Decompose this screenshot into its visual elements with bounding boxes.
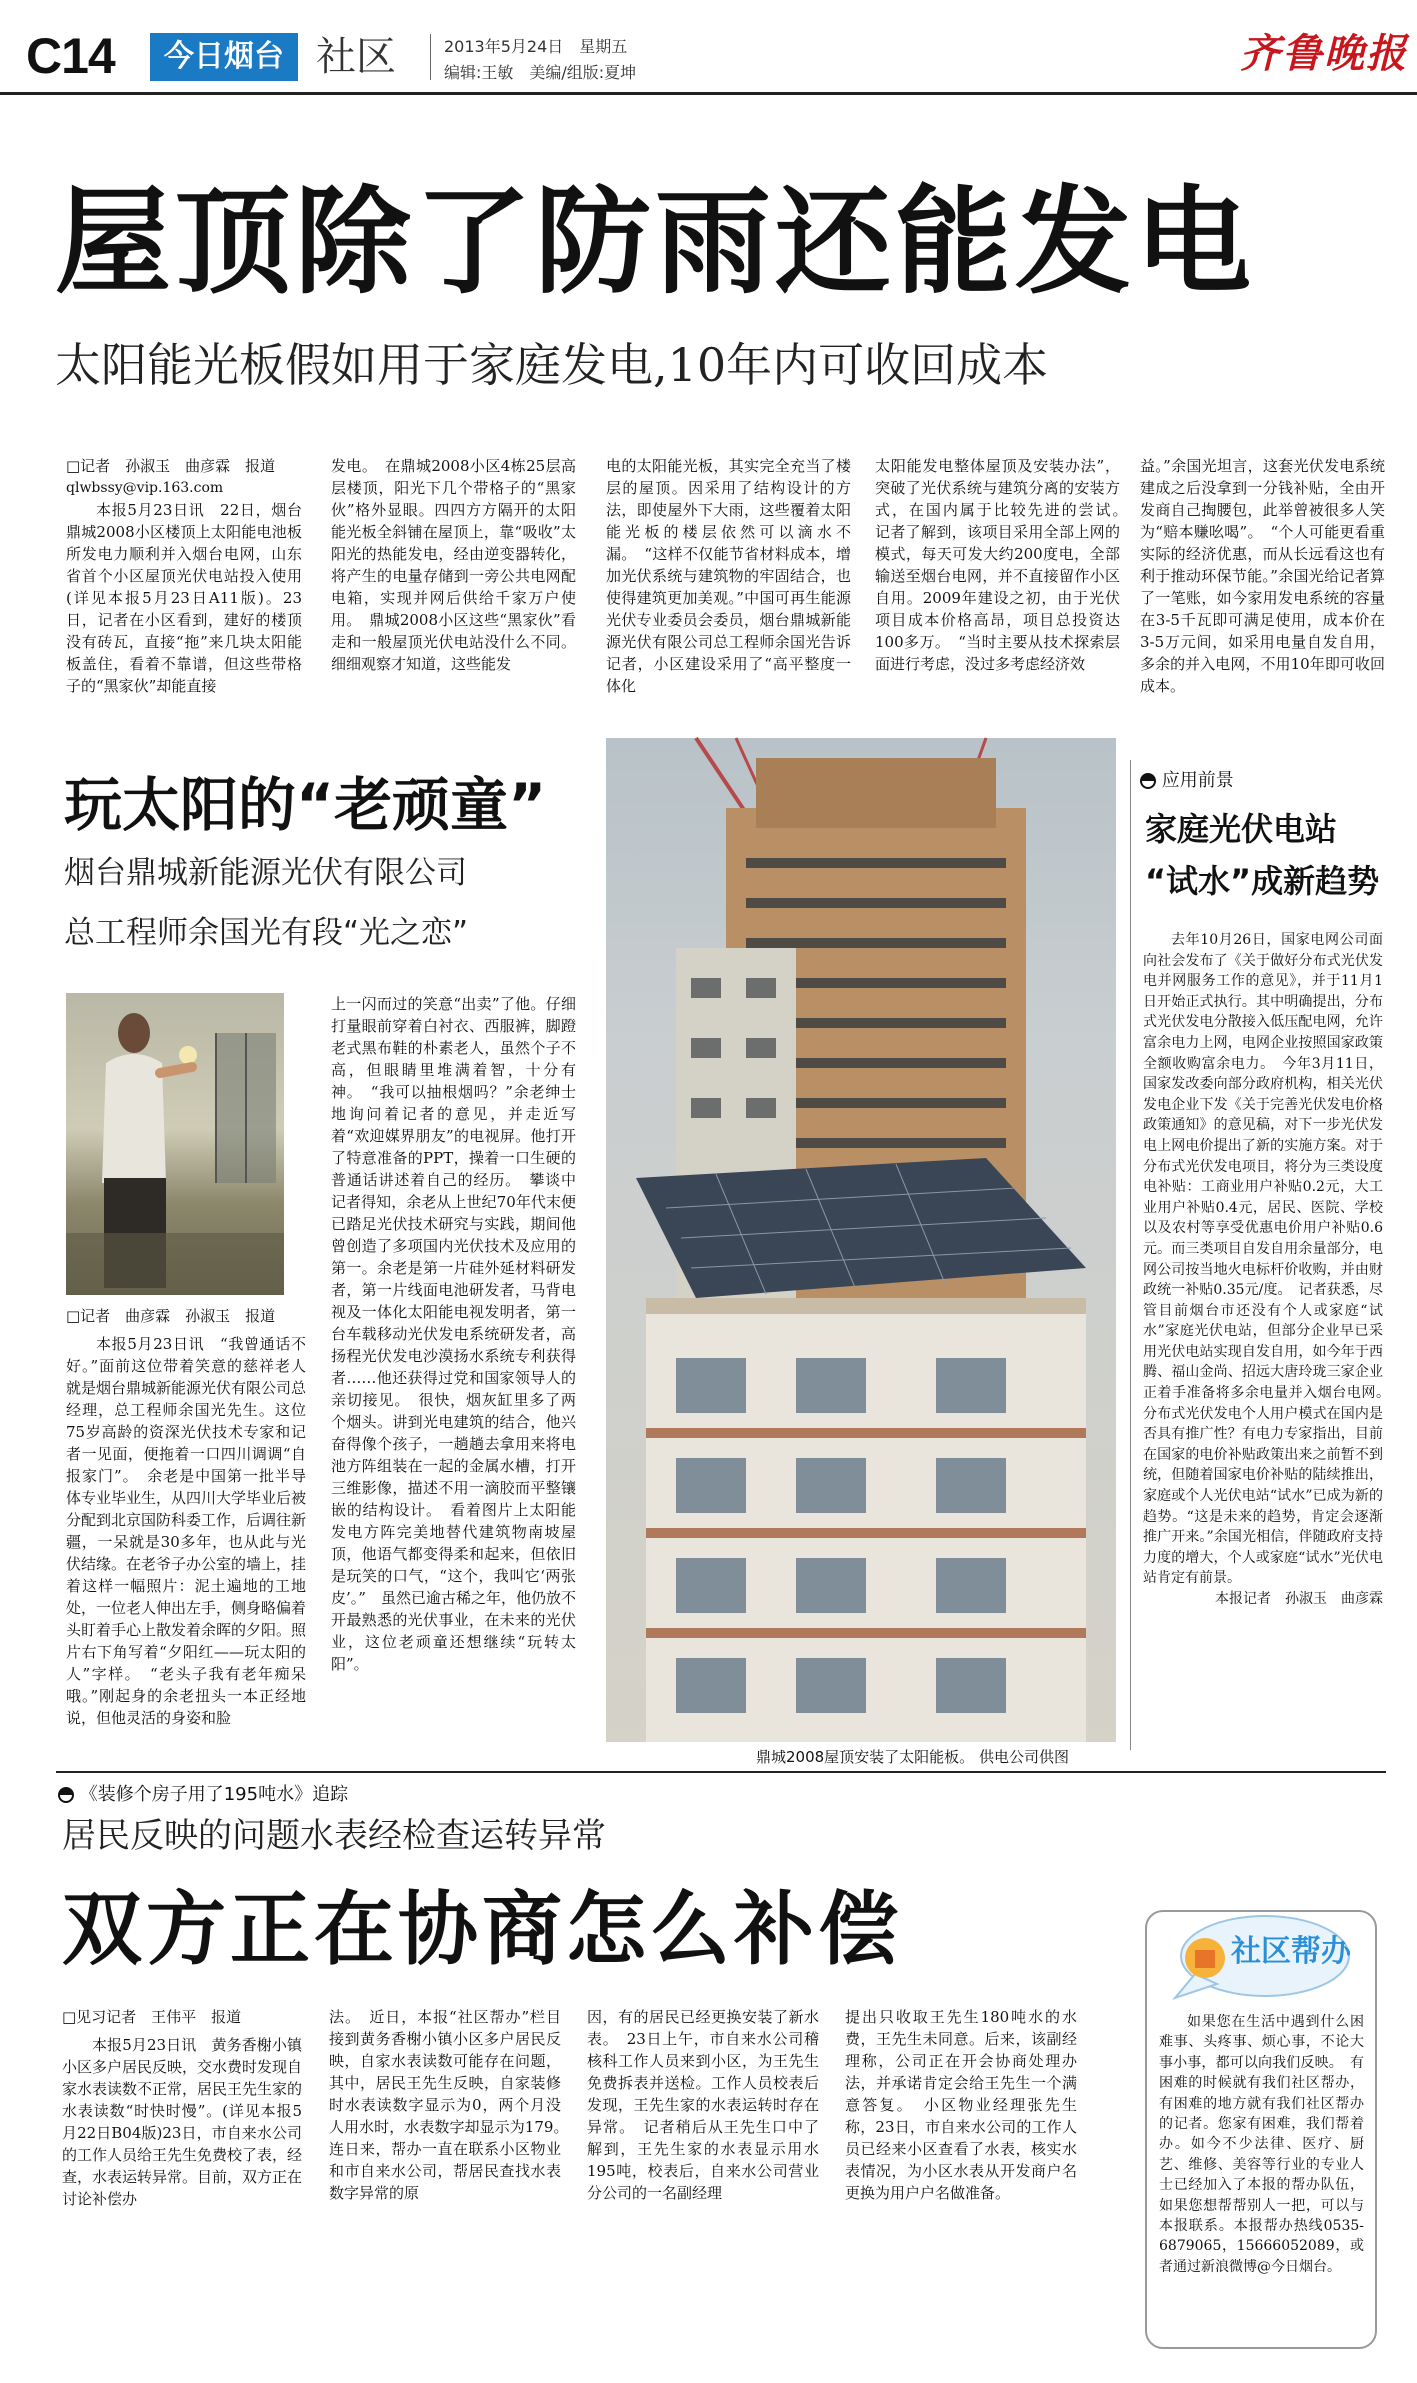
sidebar-body [1143, 930, 1397, 1742]
lead-text-4: 太阳能发电整体屋顶及安装办法”，突破了光伏系统与建筑分离的安装方式，在国内属于比较先进的尝试。 记者了解到，该项目采用全部上网的模式，每天可发大约200度电，全部输送至烟台电网，并不直接留作小区自用。2009年建设之初，由于光伏项目成本价格高昂，项目总投资达100多万。 “当时主要从技术探索层面进行考虑，没过多考虑经济效 [875, 457, 1136, 673]
follow-text-4: 提出只收取王先生180吨水的水费，王先生未同意。后来，该副经理称，公司正在开会协商处理办法，并承诺肯定会给王先生一个满意答复。 小区物业经理张先生称，23日，市自来水公司的工作人员已经来小区查看了水表，核实水表情况，为小区水表从开发商户名更换为用户户名做准备。 [845, 2008, 1077, 2202]
help-box [1145, 1910, 1377, 2349]
lead-email: qlwbssy@vip.163.com [66, 480, 224, 496]
feature-headline: 玩太阳的“老顽童” [64, 771, 547, 839]
sidebar-sign: 本报记者 孙淑玉 曲彦霖 [1215, 1591, 1383, 1607]
paper-logo: 齐鲁晚报 [1240, 30, 1408, 77]
feature-col-2 [331, 993, 576, 1765]
lead-byline: □记者 孙淑玉 曲彦霖 报道 [66, 457, 276, 475]
half-circle-icon [58, 1787, 74, 1803]
follow-kicker [58, 1780, 348, 1806]
lead-subhead: 太阳能光板假如用于家庭发电,10年内可收回成本 [55, 338, 1049, 392]
follow-kicker-text: 《装修个房子用了195吨水》追踪 [79, 1784, 349, 1805]
date-line: 2013年5月24日 星期五 [444, 37, 628, 56]
section-tab: 今日烟台 [150, 33, 298, 81]
section-rule [56, 1771, 1386, 1773]
follow-col-2 [329, 2006, 577, 2336]
sidebar-text: 去年10月26日，国家电网公司面向社会发布了《关于做好分布式光伏发电并网服务工作的意见》，并于11月1日开始正式执行。其中明确提出，分布式光伏发电分散接入低压配电网，允许富余电力上网，电网企业按照国家政策全额收购富余电力。 今年3月11日，国家发改委向部分政府机构，相关光伏发电企业下发《关于完善光伏发电价格政策通知》的意见稿，对下一步光伏发电上网电价提出了新的实施方案。对于分布式光伏发电项目，将分为三类设度电补贴：工商业用户补贴0.2元，大工业用户补贴0.4元，居民、医院、学校以及农村等享受优惠电价用户补贴0.6元。而三类项目自发自用余量部分，电网公司按当地火电标杆价收购，并由财政统一补贴0.35元/度。 记者获悉，尽管目前烟台市还没有个人或家庭“试水”家庭光伏电站，但部分企业早已采用光伏电站实现自发自用，如今年于西腾、福山金尚、招远大唐玲珑三家企业正着手准备将多余电量并入烟台电网。 分布式光伏发电个人用户模式在国内是否具有推广性？有电力专家指出，目前在国家的电价补贴政策出来之前暂不到统，但随着国家电价补贴的陆续推出，家庭或个人光伏电站“试水”已成为新的趋势。“这是未来的趋势，肯定会逐渐推广开来。”余国光相信，伴随政府支持力度的增大，个人或家庭“试水”光伏电站肯定有前景。 [1143, 932, 1397, 1587]
photo-caption: 鼎城2008屋顶安装了太阳能板。 供电公司供图 [756, 1748, 1069, 1766]
lead-col-1 [66, 455, 302, 720]
sidebar-divider [1130, 760, 1131, 1750]
half-circle-icon [1140, 773, 1156, 789]
help-text: 如果您在生活中遇到什么困难事、头疼事、烦心事，不论大事小事，都可以向我们反映。 有困难的时候就有我们社区帮办，有困难的地方就有我们社区帮办的记者。您家有困难，我们帮着办。如今不少法律、医疗、厨艺、维修、美容等行业的专业人士已经加入了本报的帮办队伍，如果您想帮帮别人一把，可以与本报联系。本报帮办热线0535-6879065，15666052089，或者通过新浪微博@今日烟台。 [1159, 2014, 1364, 2275]
sidebar-title-1: 家庭光伏电站 [1145, 810, 1338, 848]
lead-col-4 [875, 455, 1136, 720]
lead-text-3: 电的太阳能光板，其实完全充当了楼层的屋顶。因采用了结构设计的方法，即使屋外下大雨，这些覆着太阳能光板的楼层依然可以滴水不漏。 “这样不仅能节省材料成本，增加光伏系统与建筑物的牢固结合，也使得建筑更加美观。”中国可再生能源光伏专业委员会委员，烟台鼎城新能源光伏有限公司总工程师余国光告诉记者，小区建设采用了“高平整度一体化 [606, 457, 851, 695]
lead-col-2 [331, 455, 576, 720]
page-header [0, 0, 1417, 92]
editor-line: 编辑:王敏 美编/组版:夏坤 [444, 63, 637, 82]
lead-col-5 [1140, 455, 1385, 720]
feature-text-2: 上一闪而过的笑意“出卖”了他。仔细打量眼前穿着白衬衣、西服裤，脚蹬老式黑布鞋的朴素老人，虽然个子不高，但眼睛里堆满着智，十分有神。 “我可以抽根烟吗？”余老绅士地询问着记者的意见，并走近写着“欢迎媒界朋友”的电视屏。他打开了特意准备的PPT，操着一口生硬的普通话讲述着自己的经历。 攀谈中记者得知，余老从上世纪70年代末便已踏足光伏技术研究与实践，期间他曾创造了多项国内光伏技术及应用的第一。余老是第一片硅外延材料研发者，第一片线面电池研发者，马背电视及一体化太阳能电视发明者，第一台车载移动光伏发电系统研发者，高扬程光伏发电沙漠扬水系统专利获得者……他还获得过党和国家领导人的亲切接见。 很快，烟灰缸里多了两个烟头。讲到光电建筑的结合，他兴奋得像个孩子，一趟趟去拿用来将电池方阵组装在一起的金属水槽，打开三维影像，描述不用一滴胶而平整镶嵌的结构设计。 看着图片上太阳能发电方阵完美地替代建筑物南坡屋顶，他语气都变得柔和起来，但依旧是玩笑的口气，“这个，我叫它‘两张皮’。” 虽然已逾古稀之年，他仍放不开最熟悉的光伏事业，在未来的光伏业，这位老顽童还想继续“玩转太阳”。 [331, 995, 576, 1673]
lead-text-2: 发电。 在鼎城2008小区4栋25层高层楼顶，阳光下几个带格子的“黑家伙”格外显眼。四四方方隔开的太阳能光板全斜铺在屋顶上，靠“吸收”太阳光的热能发电，经由逆变器转化，将产生的电量存储到一旁公共电网配电箱，实现并网后供给千家万户使用。 鼎城2008小区这些“黑家伙”看走和一般屋顶光伏电站没什么不同。细细观察才知道，这些能发 [331, 457, 576, 673]
page-number: C14 [26, 28, 115, 84]
feature-sub-2: 总工程师余国光有段“光之恋” [64, 915, 469, 951]
sidebar-title-2: “试水”成新趋势 [1145, 862, 1380, 900]
follow-byline: □见习记者 王伟平 报道 [62, 2008, 242, 2026]
lead-text-5: 益。”余国光坦言，这套光伏发电系统建成之后没拿到一分钱补贴，全由开发商自己掏腰包，此举曾被很多人笑为“赔本赚吆喝”。 “个人可能更看重实际的经济优惠，而从长远看这也有利于推动环保节能。”余国光给记者算了一笔账，如今家用发电系统的容量在3-5千瓦即可满足使用，成本价在3-5万元间，如采用电量自发自用，多余的并入电网，不用10年即可收回成本。 [1140, 457, 1385, 695]
follow-col-4 [845, 2006, 1077, 2336]
follow-text-3: 因，有的居民已经更换安装了新水表。 23日上午，市自来水公司稽核科工作人员来到小区，为王先生免费拆表并送检。工作人员校表后发现，王先生家的水表运转时存在异常。 记者稍后从王先生口中了解到，王先生家的水表显示用水195吨，校表后，自来水公司营业分公司的一名副经理 [587, 2008, 819, 2202]
header-divider [430, 34, 431, 80]
lead-text-1: 本报5月23日讯 22日，烟台鼎城2008小区楼顶上太阳能电池板所发电力顺利并入烟台电网，山东省首个小区屋顶光伏电站投入使用(详见本报5月23日A11版)。23日，记者在小区看到，建好的楼顶没有砖瓦，直接“拖”来几块太阳能板盖住，看着不靠谱，但这些带格子的“黑家伙”却能直接 [66, 501, 302, 695]
lead-col-3 [606, 455, 851, 720]
building-photo [606, 738, 1116, 1742]
header-rule [0, 92, 1417, 95]
sidebar-kicker-text: 应用前景 [1161, 770, 1234, 791]
sidebar-kicker [1140, 766, 1234, 792]
follow-col-3 [587, 2006, 819, 2336]
section-name: 社区 [316, 34, 396, 80]
help-logo-title: 社区帮办 [1231, 1934, 1351, 1969]
help-logo [1165, 1908, 1355, 2004]
follow-text-2: 法。 近日，本报“社区帮办”栏目接到黄务香榭小镇小区多户居民反映，自家水表读数可能存在问题，其中，居民王先生反映，自家装修时水表读数字显示为0，两个月没人用水时，水表数字却显示为179。 连日来，帮办一直在联系小区物业和市自来水公司，帮居民查找水表数字异常的原 [329, 2008, 577, 2202]
feature-text-1: 本报5月23日讯 “我曾通话不好。”面前这位带着笑意的慈祥老人就是烟台鼎城新能源光伏有限公司总经理，总工程师余国光先生。这位75岁高龄的资深光伏技术专家和记者一见面，便拖着一口四川调调“自报家门”。 余老是中国第一批半导体专业毕业生，从四川大学毕业后被分配到北京国防科委工作，后调往新疆，一呆就是30多年，也从此与光伏结缘。在老爷子办公室的墙上，挂着这样一幅照片：泥土遍地的工地处，一位老人伸出左手，侧身略偏着头盯着手心上散发着余晖的夕阳。照片右下角写着“夕阳红——玩太阳的人”字样。 “老头子我有老年痴呆哦。”刚起身的余老扭头一本正经地说，但他灵活的身姿和脸 [66, 1335, 307, 1727]
feature-byline: □记者 曲彦霖 孙淑玉 报道 [66, 1307, 276, 1325]
portrait-photo [66, 993, 284, 1295]
follow-headline: 双方正在协商怎么补偿 [62, 1883, 902, 1976]
lead-headline: 屋顶除了防雨还能发电 [55, 175, 1255, 310]
help-body [1159, 2012, 1364, 2342]
follow-col-1 [62, 2006, 302, 2336]
follow-text-1: 本报5月23日讯 黄务香榭小镇小区多户居民反映，交水费时发现自家水表读数不正常，居民王先生家的水表读数“时快时慢”。(详见本报5月22日B04版)23日，市自来水公司的工作人员给王先生免费校了表，经查，水表运转异常。目前，双方正在讨论补偿办 [62, 2036, 303, 2208]
feature-col-1 [66, 1305, 306, 1765]
feature-sub-1: 烟台鼎城新能源光伏有限公司 [64, 855, 467, 891]
follow-subhead: 居民反映的问题水表经检查运转异常 [62, 1816, 606, 1856]
